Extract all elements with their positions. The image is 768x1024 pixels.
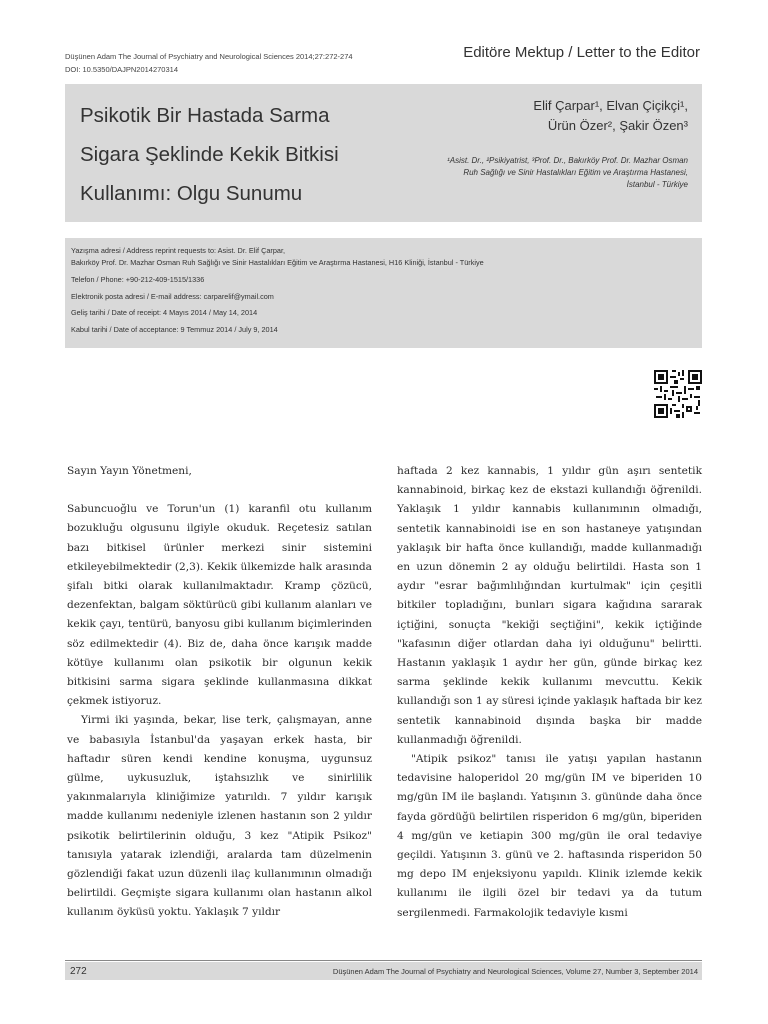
- affiliation: ¹Asist. Dr., ²Psikiyatrist, ³Prof. Dr., Bakırköy Prof. Dr. Mazhar Osman Ruh Sağlığı ve Sinir Hastalıkları Eğitim ve Araştırma Hastanesi, İstanbul - Türkiye: [447, 156, 688, 189]
- date-accepted: Kabul tarihi / Date of acceptance: 9 Temmuz 2014 / July 9, 2014: [71, 325, 278, 334]
- journal-line: Düşünen Adam The Journal of Psychiatry and Neurological Sciences 2014;27:272-274: [65, 52, 353, 61]
- paragraph: haftada 2 kez kannabis, 1 yıldır gün aşırı sentetik kannabinoid, birkaç kez de ekstazi kullandığı öğrenildi. Yaklaşık 1 yıldır kannabis kullanımının olmadığı, sentetik kannabinoidi ise en son hastaneye yatışından yaklaşık bir hafta önce kullandığı, madde kullanmadığı en uzun dönemin 2 ay olduğu belirtildi. Hasta son 1 aydır "esrar bağımlılığından kurtulmak" için çeşitli bitkiler topladığını, bunları sigara kağıdına sararak içtiğini, sonuçta "kekiği seçtiğini", kekik içtiğinde "kafasının diğer otlardan daha iyi olduğunu" belirtti. Hastanın yaklaşık 1 aydır her gün, günde birkaç kez sarma şeklinde kekik kullanımı mevcuttu. Kekik kullandığı son 1 ay süresi içinde yaklaşık haftada bir kez sentetik kannabinoid dışında başka bir madde kullanmadığı öğrenildi.: [397, 465, 702, 746]
- authors: [533, 96, 688, 136]
- paragraph: Yirmi iki yaşında, bekar, lise terk, çalışmayan, anne ve babasıyla İstanbul'da yaşayan erkek hasta, bir haftadır süren kendi kendine konuşma, uygunsuz gülme, uykusuzluk, iştahsızlık ve sinirlilik yakınmalarıyla kliniğimize yatırıldı. 7 yıldır karışık madde kullanımı nedeniyle izlenen hastanın son 2 yıldır psikotik belirtilerinin olduğu, 3 kez "Atipik Psikoz" tanısıyla yatarak izlendiği, aralarda tam düzelmenin gözlendiği fakat uzun düzenli ilaç kullanımının olmadığı belirtildi. Geçmişte sigara kullanımı olan hastanın alkol kullanım öyküsü yoktu. Yaklaşık 7 yıldır: [67, 714, 372, 919]
- title-line-2: Sigara Şeklinde Kekik Bitkisi: [80, 143, 339, 166]
- doi: DOI: 10.5350/DAJPN2014270314: [65, 65, 178, 74]
- footer-rule: [65, 960, 702, 961]
- authors-line-1: Elif Çarpar¹, Elvan Çiçikçi¹,: [533, 98, 688, 113]
- salutation: Sayın Yayın Yönetmeni,: [67, 465, 192, 477]
- title-box: [65, 84, 702, 222]
- title-line-3: Kullanımı: Olgu Sunumu: [80, 182, 303, 205]
- address-line-1: Yazışma adresi / Address reprint requests to: Asist. Dr. Elif Çarpar,: [71, 246, 285, 255]
- title-line-1: Psikotik Bir Hastada Sarma: [80, 104, 330, 127]
- body-column-right: [397, 462, 702, 923]
- footer-journal: Düşünen Adam The Journal of Psychiatry and Neurological Sciences, Volume 27, Number 3, September 2014: [332, 967, 698, 976]
- correspondence-box: [65, 238, 702, 348]
- paragraph: Sabuncuoğlu ve Torun'un (1) karanfil otu kullanım bozukluğu olgusunu ilgiyle okuduk. Reçetesiz satılan bazı bitkisel ürünler merkezi sinir sistemini etkileyebilmektedir (2,3). Kekik ülkemizde halk arasında şifalı bitki olarak kullanılmaktadır. Kramp çözücü, dezenfektan, balgam söktürücü gibi kullanım alanları ve kekik çayı, tentürü, banyosu gibi kullanım biçimlerinden söz edilmektedir (4). Biz de, daha önce karışık madde kötüye kullanımı olan psikotik bir olgunun kekik bitkisini sarma sigara şeklinde kullanmasına dikkat çekmek istiyoruz.: [67, 503, 372, 708]
- paragraph: "Atipik psikoz" tanısı ile yatışı yapılan hastanın tedavisine haloperidol 20 mg/gün IM ve biperiden 10 mg/gün IM ile başlandı. Yatışının 3. gününde daha önce fayda gördüğü belirtilen risperidon 6 mg/gün, biperiden 4 mg/gün ve ketiapin 300 mg/gün ile oral tedaviye geçildi. Yatışının 3. günü ve 2. haftasında risperidon 50 mg depo IM enjeksiyonu yapıldı. Klinik izlemde kekik kullanımı ile ilgili özel bir tedavi ya da tutum sergilenmedi. Farmakolojik tedaviyle kısmi: [397, 753, 702, 919]
- article-title: [80, 96, 410, 213]
- page-number: 272: [70, 966, 87, 977]
- journal-citation: [65, 50, 353, 76]
- address-line-2: Bakırköy Prof. Dr. Mazhar Osman Ruh Sağlığı ve Sinir Hastalıkları Eğitim ve Araştırma Hastanesi, H16 Kliniği, İstanbul - Türkiye: [71, 258, 484, 267]
- phone: Telefon / Phone: +90-212-409-1515/1336: [71, 275, 205, 284]
- email: Elektronik posta adresi / E-mail address: carparelif@ymail.com: [71, 292, 274, 301]
- qr-code: [654, 370, 702, 418]
- authors-line-2: Ürün Özer², Şakir Özen³: [547, 118, 688, 133]
- date-received: Geliş tarihi / Date of receipt: 4 Mayıs 2014 / May 14, 2014: [71, 308, 258, 317]
- section-label: Editöre Mektup / Letter to the Editor: [463, 44, 700, 61]
- body-column-left: [67, 462, 372, 923]
